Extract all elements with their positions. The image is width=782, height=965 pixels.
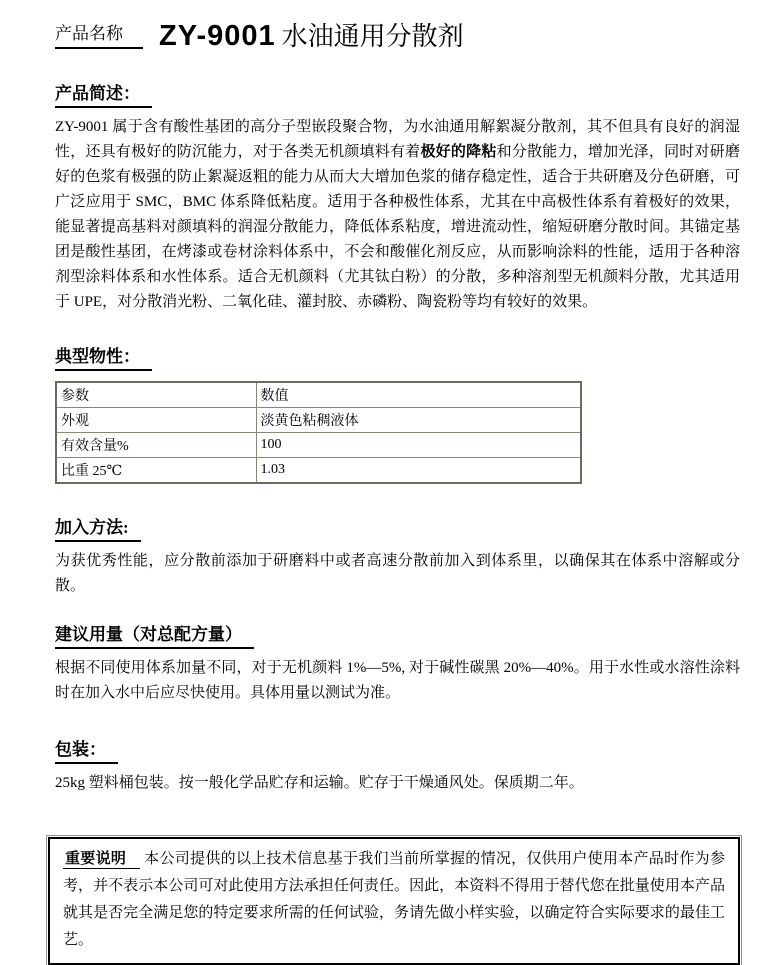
table-row	[56, 458, 581, 484]
section-dosage	[55, 620, 740, 706]
section-overview	[55, 79, 740, 315]
properties-table	[55, 381, 582, 484]
header-value: 数值	[256, 382, 581, 408]
addition-heading: 加入方法:	[55, 513, 141, 542]
table-header-row	[56, 382, 581, 408]
section-addition	[55, 513, 740, 599]
dosage-heading: 建议用量（对总配方量）	[55, 620, 254, 649]
overview-body-bold: 极好的降粘	[420, 144, 497, 160]
param-cell: 比重 25℃	[56, 458, 256, 484]
notice-label: 重要说明	[63, 851, 140, 869]
product-name-label: 产品名称	[55, 19, 143, 49]
packaging-heading: 包装：	[55, 735, 118, 764]
properties-heading: 典型物性：	[55, 342, 152, 371]
param-cell: 外观	[56, 408, 256, 433]
overview-body	[55, 115, 740, 315]
table-row	[56, 433, 581, 458]
section-properties	[55, 342, 740, 484]
notice-body-text: 本公司提供的以上技术信息基于我们当前所掌握的情况，仅供用户使用本产品时作为参考，并不表示本公司可对此使用方法承担任何责任。因此，本资料不得用于替代您在批量使用本产品就其是否完全满足您的特定要求所需的任何试验，务请先做小样实验，以确定符合实际要求的最佳工艺。	[63, 851, 725, 948]
document-title	[55, 16, 740, 53]
value-cell: 1.03	[256, 458, 581, 484]
important-notice-box	[48, 837, 740, 965]
product-code: ZY-9001	[159, 20, 276, 52]
param-cell: 有效含量%	[56, 433, 256, 458]
overview-heading: 产品简述：	[55, 79, 152, 108]
overview-body-part1: ZY-9001 属于含有酸性基团的高分子型嵌段聚合物，为水油通用解絮凝分散剂，其不但具有良好的润湿性，还具有极好的防沉能力，对于各类无机颜填料有着	[55, 119, 740, 160]
overview-body-part2: 和分散能力，增加光泽，同时对研磨好的色浆有极强的防止絮凝返粗的能力从而大大增加色浆的储存稳定性，适合于共研磨及分色研磨，可广泛应用于 SMC，BMC 体系降低粘度。适用于各种极性体系，尤其在中高极性体系有着极好的效果，能显著提高基料对颜填料的润湿分散能力，降低体系粘度，增进流动性，缩短研磨分散时间。其锚定基团是酸性基团，在烤漆或卷材涂料体系中，不会和酸催化剂反应，从而影响涂料的性能，适用于各种溶剂型涂料体系和水性体系。适合无机颜料（尤其钛白粉）的分散，多种溶剂型无机颜料分散，尤其适用于 UPE，对分散消光粉、二氧化硅、灌封胶、赤磷粉、陶瓷粉等均有较好的效果。	[55, 144, 740, 310]
dosage-body: 根据不同使用体系加量不同，对于无机颜料 1%—5%, 对于碱性碳黑 20%—40%。用于水性或水溶性涂料时在加入水中后应尽快使用。具体用量以测试为准。	[55, 660, 740, 701]
product-name: 水油通用分散剂	[281, 22, 464, 51]
table-row	[56, 408, 581, 433]
value-cell: 淡黄色粘稠液体	[256, 408, 581, 433]
section-packaging	[55, 735, 740, 796]
value-cell: 100	[256, 433, 581, 458]
packaging-body: 25kg 塑料桶包装。按一般化学品贮存和运输。贮存于干燥通风处。保质期二年。	[55, 775, 584, 791]
addition-body: 为获优秀性能，应分散前添加于研磨料中或者高速分散前加入到体系里，以确保其在体系中溶解或分散。	[55, 553, 740, 594]
header-parameter: 参数	[56, 382, 256, 408]
notice-body	[63, 846, 725, 954]
